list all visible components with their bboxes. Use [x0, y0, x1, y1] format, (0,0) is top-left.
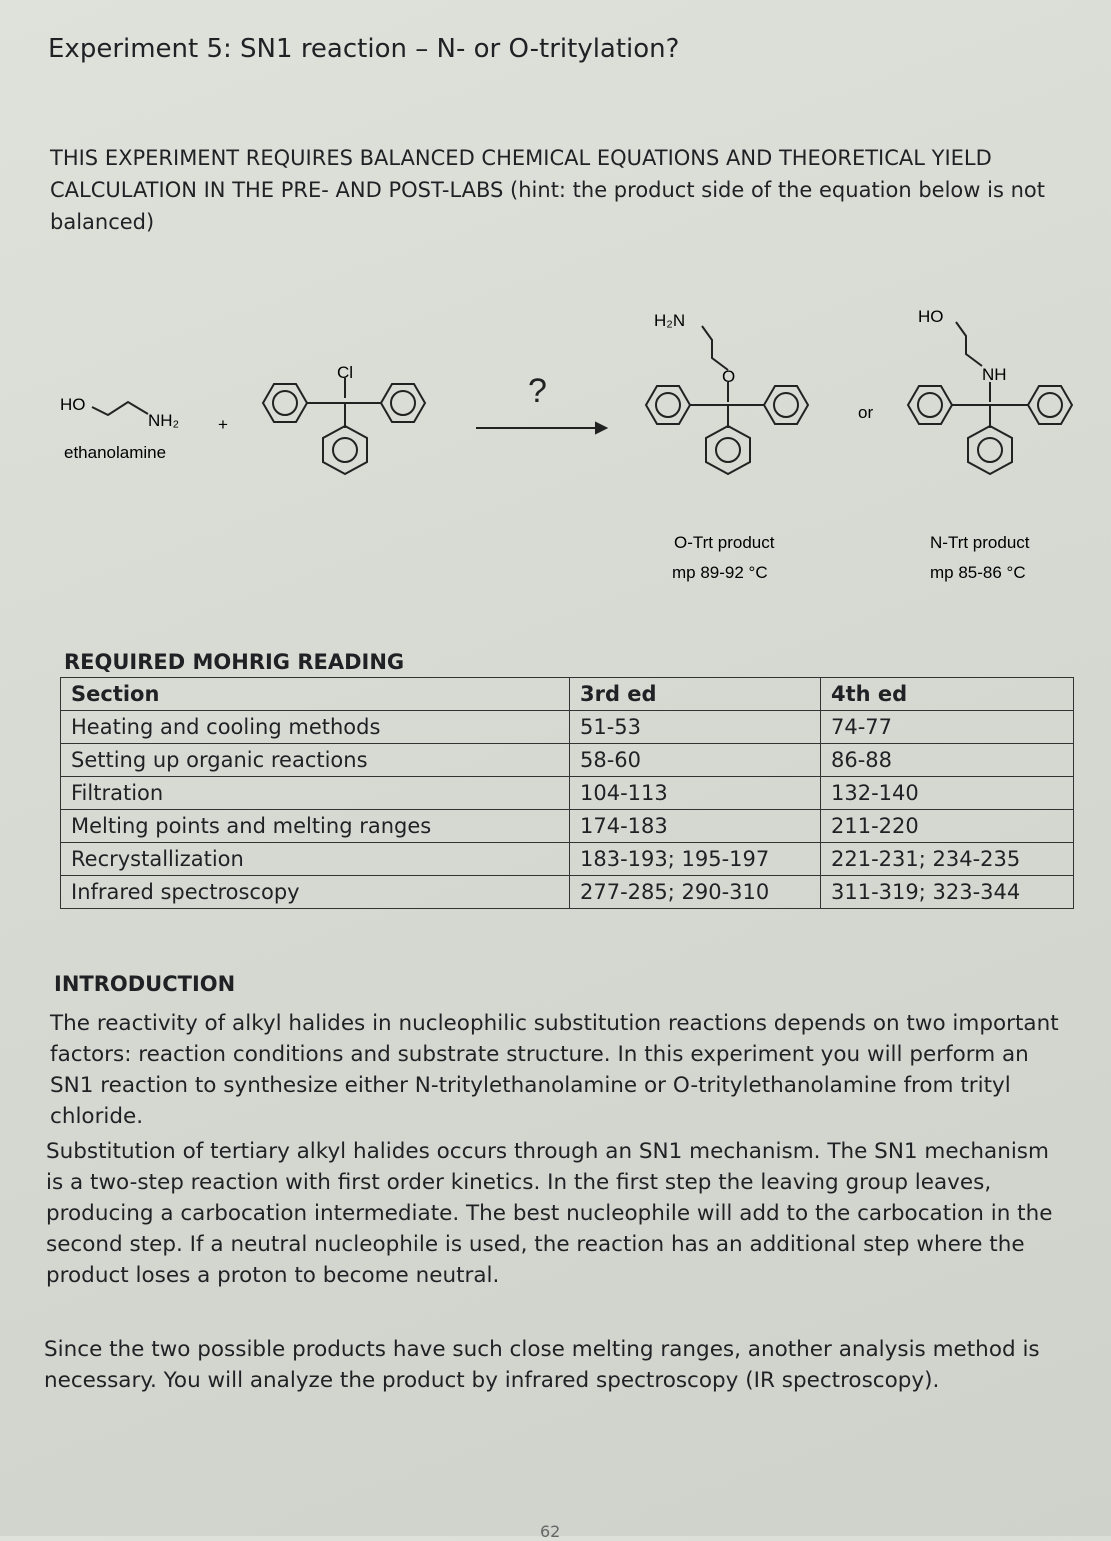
- o-product-mp: mp 89-92 °C: [672, 563, 768, 582]
- ethanolamine-ho: HO: [60, 395, 86, 414]
- or-label: or: [858, 403, 874, 422]
- table-row: [61, 876, 1074, 909]
- section-cell: Recrystallization: [61, 843, 570, 876]
- page-number: 62: [540, 1522, 561, 1541]
- chlorine-label: Cl: [337, 363, 354, 382]
- table-row: [61, 843, 1074, 876]
- n-product-hydroxyl: HO: [918, 307, 944, 326]
- col-header-section: Section: [61, 678, 570, 711]
- col-header-4th-ed: 4th ed: [821, 678, 1074, 711]
- o-product-amine: H₂N: [654, 311, 686, 330]
- table-row: [61, 744, 1074, 777]
- third-ed-cell: 51-53: [570, 711, 821, 744]
- fourth-ed-cell: 311-319; 323-344: [821, 876, 1074, 909]
- o-product-oxygen: O: [722, 367, 736, 386]
- col-header-3rd-ed: 3rd ed: [570, 678, 821, 711]
- fourth-ed-cell: 74-77: [821, 711, 1074, 744]
- reading-table: [60, 677, 1074, 909]
- intro-paragraph-3: Since the two possible products have such close melting ranges, another analysis method is necessary. You will analyze the product by infrared spectroscopy (IR spectroscopy).: [44, 1337, 1040, 1393]
- reaction-scheme: [0, 290, 1111, 610]
- n-product-mp: mp 85-86 °C: [930, 563, 1026, 582]
- third-ed-cell: 58-60: [570, 744, 821, 777]
- ethanolamine-nh2: NH₂: [148, 411, 180, 430]
- o-product-name: O-Trt product: [674, 533, 775, 552]
- ethanolamine-name: ethanolamine: [64, 443, 167, 462]
- fourth-ed-cell: 211-220: [821, 810, 1074, 843]
- table-row: [61, 711, 1074, 744]
- third-ed-cell: 104-113: [570, 777, 821, 810]
- table-row: [61, 810, 1074, 843]
- introduction-heading: INTRODUCTION: [54, 972, 236, 996]
- n-product-name: N-Trt product: [930, 533, 1030, 552]
- table-row: [61, 777, 1074, 810]
- third-ed-cell: 174-183: [570, 810, 821, 843]
- section-cell: Infrared spectroscopy: [61, 876, 570, 909]
- plus-sign: +: [218, 415, 228, 434]
- page-title: Experiment 5: SN1 reaction – N- or O-tritylation?: [48, 34, 680, 64]
- arrow-question-mark: ?: [528, 372, 547, 410]
- section-cell: Heating and cooling methods: [61, 711, 570, 744]
- third-ed-cell: 183-193; 195-197: [570, 843, 821, 876]
- section-cell: Setting up organic reactions: [61, 744, 570, 777]
- fourth-ed-cell: 221-231; 234-235: [821, 843, 1074, 876]
- table-header-row: [61, 678, 1074, 711]
- third-ed-cell: 277-285; 290-310: [570, 876, 821, 909]
- fourth-ed-cell: 86-88: [821, 744, 1074, 777]
- intro-paragraph-2: Substitution of tertiary alkyl halides occurs through an SN1 mechanism. The SN1 mechanism is a two-step reaction with first order kinetics. In the first step the leaving group leaves, producing a carbocation intermediate. The best nucleophile will add to the carbocation in the second step. If a neutral nucleophile is used, the reaction has an additional step where the product loses a proton to become neutral.: [46, 1139, 1053, 1288]
- n-product-nh: NH: [982, 365, 1007, 384]
- section-cell: Melting points and melting ranges: [61, 810, 570, 843]
- reading-heading: REQUIRED MOHRIG READING: [64, 650, 405, 674]
- intro-paragraph-1: The reactivity of alkyl halides in nucleophilic substitution reactions depends on two important factors: reaction conditions and substrate structure. In this experiment you will perform an SN1 reaction to synthesize either N-tritylethanolamine or O-tritylethanolamine from trityl chloride.: [50, 1011, 1059, 1129]
- fourth-ed-cell: 132-140: [821, 777, 1074, 810]
- requirements-notice: THIS EXPERIMENT REQUIRES BALANCED CHEMICAL EQUATIONS AND THEORETICAL YIELD CALCULATION IN THE PRE- AND POST-LABS (hint: the product side of the equation below is not balanced): [50, 146, 1045, 234]
- section-cell: Filtration: [61, 777, 570, 810]
